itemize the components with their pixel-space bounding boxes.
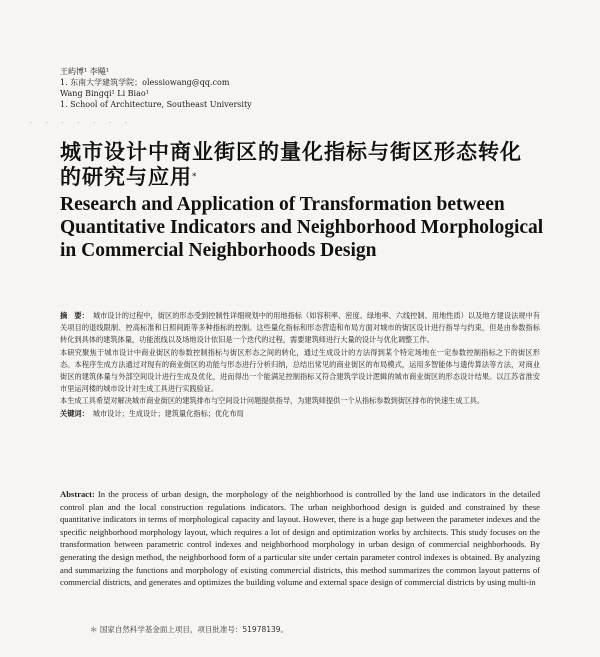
- abstract-chinese: [60, 310, 540, 420]
- abstract-en-label: Abstract:: [60, 489, 95, 499]
- title-chinese: [60, 140, 540, 190]
- abstract-cn-para3: 本生成工具希望对解决城市商业街区的建筑排布与空间设计问题提供指导，为建筑师提供一个从指标参数到街区排布的快速生成工具。: [60, 396, 485, 406]
- margin-marks: · · · · · · ·: [30, 120, 133, 127]
- abstract-cn-para1: [60, 310, 540, 347]
- keywords-cn-text: 城市设计；生成设计；建筑量化指标；优化布局: [92, 408, 244, 418]
- keywords-cn: [60, 408, 540, 420]
- title-english: Research and Application of Transformation between Quantitative Indicators and Neighborhood Morphological in Commercial Neighborhoods Design: [60, 194, 544, 261]
- keywords-cn-label: 关键词：: [60, 408, 89, 418]
- abstract-en-text: In the process of urban design, the morphology of the neighborhood is controlled by the land use indicators in the detailed control plan and the local construction regulations indicators. The urban neighborhood design is guided and constrained by these quantitative indicators in terms of morphological capacity and layout. However, there is a huge gap between the parameter indexes and the specific neighborhood morphology layout, which requires a lot of design and optimization works by architects. This study focuses on the transformation between parametric control indexes and neighborhood morphology in urban design of commercial neighborhoods. By generating the design method, the neighborhood form of a particular site under certain parameter control indexes is obtained. By analyzing and summarizing the functions and morphology of existing commercial districts, this method summarizes the common layout patterns of commercial districts, and generates and optimizes the building volume and external space design of commercial districts by using multi-in: [60, 489, 540, 588]
- author-block: [60, 66, 540, 110]
- funding-footnote: ＊ 国家自然科学基金面上项目，项目批准号：51978139。: [90, 625, 289, 634]
- title-chinese-text: 城市设计中商业街区的量化指标与街区形态转化的研究与应用: [60, 140, 522, 189]
- title-footnote-marker: *: [192, 172, 198, 182]
- affiliation-en: 1. School of Architecture, Southeast University: [60, 100, 252, 109]
- authors-en: Wang Bingqi¹ Li Biao¹: [60, 89, 149, 98]
- authors-cn: 王屿博¹ 李飚¹: [60, 67, 109, 76]
- abstract-cn-label: 摘 要：: [60, 311, 89, 320]
- abstract-cn-para2: 本研究聚焦于城市设计中商业街区的参数控制指标与街区形态之间的转化，通过生成设计的方法得到某个特定场地在一定参数控制指标之下的街区形态。本程序生成方法通过对现有的商业街区的功能与形态进行分析归纳，总结出常见的商业街区的布局模式，运用多智能体与遗传算法等方法，对商业街区的建筑体量与外部空间设计进行生成及优化，进而得出一个能满足控制指标又符合建筑学设计逻辑的城市商业街区的形态设计结果。以江苏省淮安市里运河楼的城市设计对生成工具进行实践验证。: [60, 347, 540, 394]
- abstract-english: [60, 488, 540, 589]
- abstract-cn-text-1: 城市设计的过程中，街区的形态受到控制性详细规划中的用地指标（如容积率、密度、绿地率、六线控制、用地性质）以及地方建设法规中有关项目的退线限制、控高标准和日照间距等多种指标的控制。这些量化指标和形态营造和布局方面对城市的街区设计进行指导与约束，但是由参数指标转化到具体的建筑体量，功能流线以及场地设计依旧是一个迭代的过程，需要建筑师进行大量的设计与优化调整工作。: [60, 311, 540, 345]
- affiliation-cn: 1. 东南大学建筑学院；olessiowang@qq.com: [60, 78, 230, 87]
